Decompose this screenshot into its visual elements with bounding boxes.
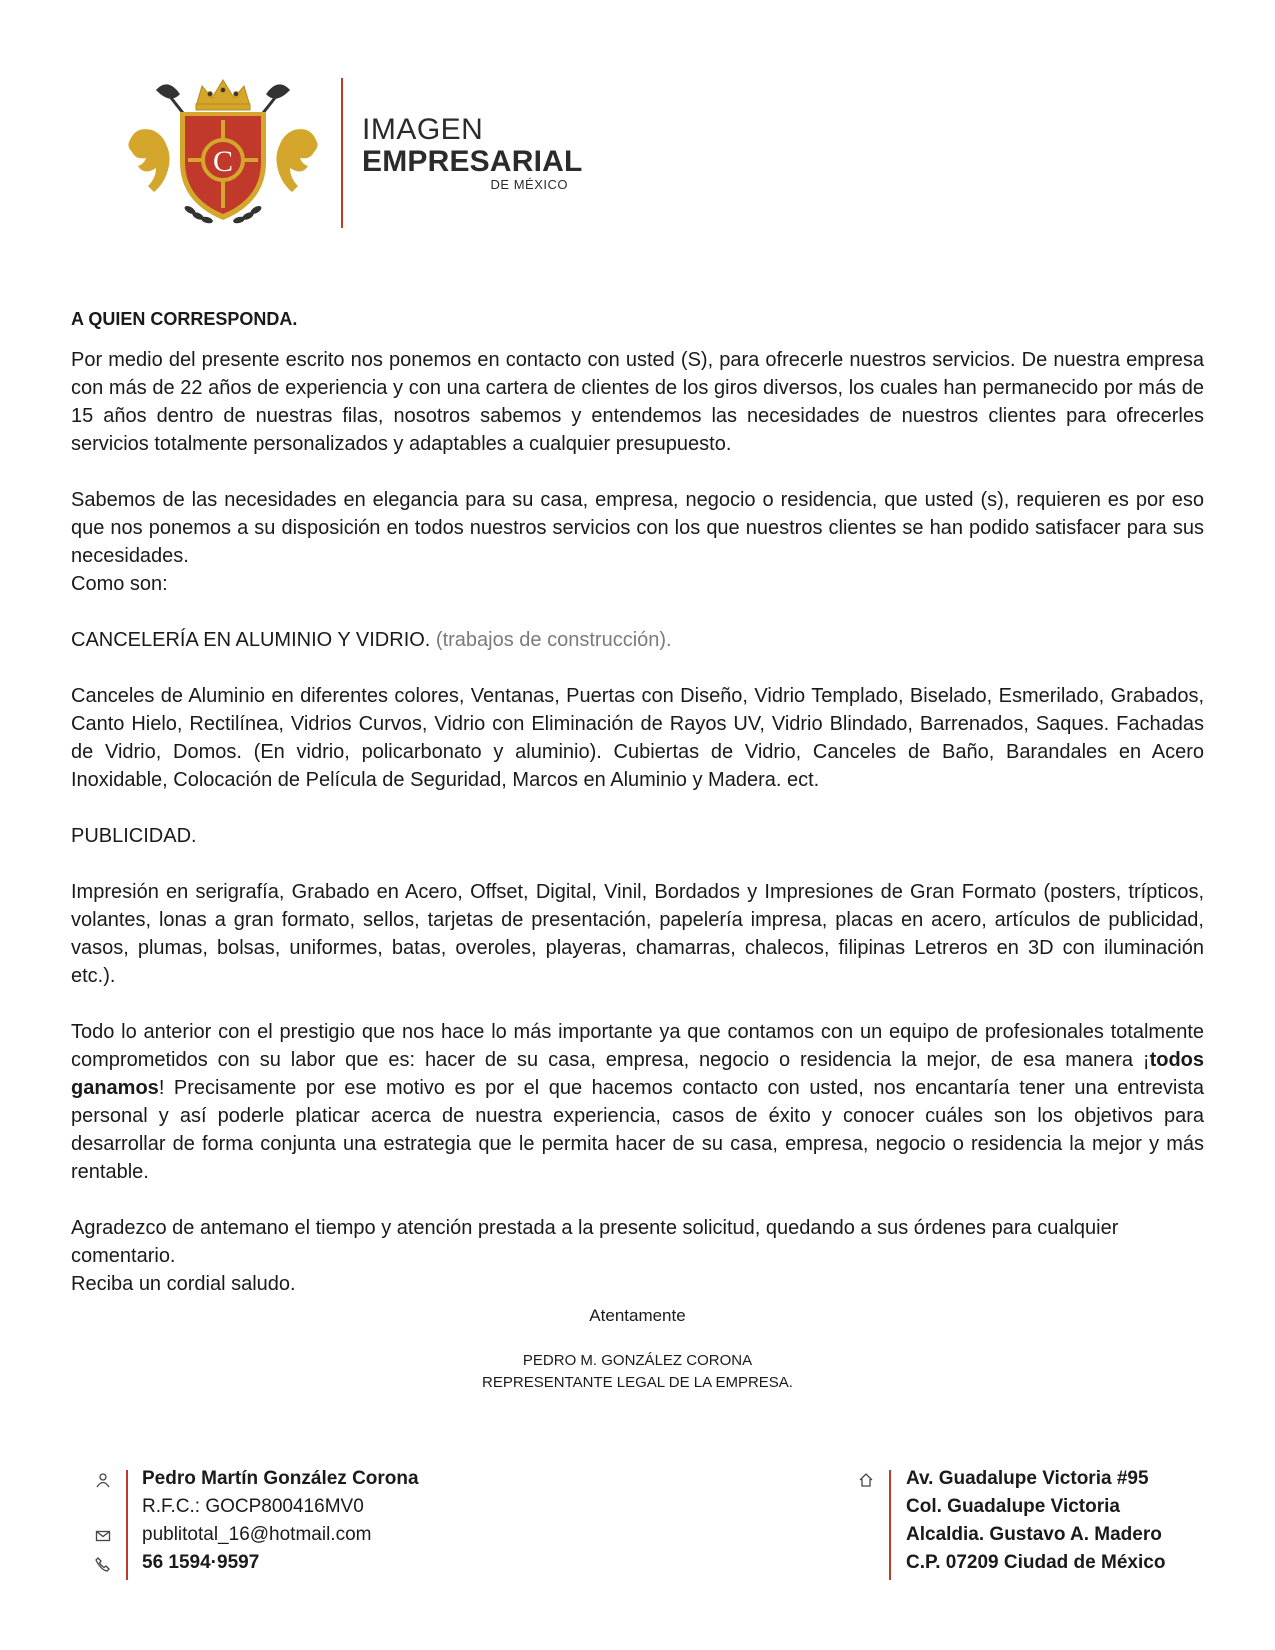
logo-letter: C bbox=[212, 145, 234, 178]
section-canceleria-heading bbox=[71, 626, 1204, 654]
footer-phone[interactable]: 56 1594·9597 bbox=[142, 1552, 260, 1573]
letter-body bbox=[71, 308, 1204, 1298]
footer-rfc: R.F.C.: GOCP800416MV0 bbox=[142, 1496, 364, 1517]
footer-address-line-3: Alcaldia. Gustavo A. Madero bbox=[906, 1524, 1162, 1545]
brand-line-2: EMPRESARIAL bbox=[362, 145, 583, 178]
footer-contact-name: Pedro Martín González Corona bbox=[142, 1468, 419, 1489]
signer-role: REPRESENTANTE LEGAL DE LA EMPRESA. bbox=[482, 1374, 793, 1391]
footer-address-line-4: C.P. 07209 Ciudad de México bbox=[906, 1552, 1166, 1573]
paragraph-agradezco: Agradezco de antemano el tiempo y atención prestada a la presente solicitud, quedando a sus órdenes para cualquier comentario. bbox=[71, 1217, 1119, 1267]
footer-address-line-2: Col. Guadalupe Victoria bbox=[906, 1496, 1120, 1517]
paragraph-publicidad: Impresión en serigrafía, Grabado en Acero, Offset, Digital, Vinil, Bordados y Impresiones de Gran Formato (posters, trípticos, volantes, lonas a gran formato, sellos, tarjetas de presentación, papelería impresa, placas en acero, artículos de publicidad, vasos, plumas, bolsas, uniformes, batas, overoles, playeras, chamarras, chalecos, filipinas Letreros en 3D con iluminación etc.). bbox=[71, 881, 1204, 987]
paragraph-como-son: Como son: bbox=[71, 573, 168, 595]
paragraph-prestigio bbox=[71, 1018, 1204, 1186]
footer-right-divider bbox=[889, 1470, 891, 1580]
mail-icon bbox=[95, 1528, 111, 1544]
prestigio-bold: todos ganamos bbox=[71, 1049, 1204, 1099]
section-canceleria-title: CANCELERÍA EN ALUMINIO Y VIDRIO. bbox=[71, 629, 431, 651]
company-crest-logo bbox=[118, 72, 328, 232]
paragraph-intro: Por medio del presente escrito nos ponemos en contacto con usted (S), para ofrecerle nuestros servicios. De nuestra empresa con más de 22 años de experiencia y con una cartera de clientes de los giros diversos, los cuales han permanecido por más de 15 años dentro de nuestras filas, nosotros sabemos y entendemos las necesidades de nuestros clientes para ofrecerles servicios totalmente personalizados y adaptables a cualquier presupuesto. bbox=[71, 349, 1204, 455]
prestigio-text-b: ! Precisamente por ese motivo es por el que hacemos contacto con usted, nos encantaría tener una entrevista personal y así poderle platicar acerca de nuestra experiencia, casos de éxito y conocer cuáles son los objetivos para desarrollar de forma conjunta una estrategia que le permita hacer de su casa, empresa, negocio o residencia la mejor y más rentable. bbox=[71, 1077, 1204, 1183]
company-wordmark bbox=[362, 114, 583, 192]
footer-contact bbox=[142, 1465, 419, 1577]
brand-line-3: DE MÉXICO bbox=[490, 177, 568, 192]
footer-address-line-1: Av. Guadalupe Victoria #95 bbox=[906, 1468, 1149, 1489]
paragraph-saludo: Reciba un cordial saludo. bbox=[71, 1273, 296, 1295]
letterhead-divider bbox=[341, 78, 343, 228]
section-publicidad-heading: PUBLICIDAD. bbox=[71, 825, 197, 847]
prestigio-text-a: Todo lo anterior con el prestigio que nos hace lo más importante ya que contamos con un equipo de profesionales totalmente comprometidos con su labor que es: hacer de su casa, empresa, negocio o residencia la mejor, de esa manera ¡ bbox=[71, 1021, 1204, 1071]
crown bbox=[196, 80, 250, 110]
section-canceleria-note: (trabajos de construcción). bbox=[430, 629, 672, 651]
brand-line-1: IMAGEN bbox=[362, 113, 484, 146]
paragraph-needs: Sabemos de las necesidades en elegancia para su casa, empresa, negocio o residencia, que usted (s), requieren es por eso que nos ponemos a su disposición en todos nuestros servicios con los que nuestros clientes se han podido satisfacer para sus necesidades. bbox=[71, 489, 1204, 567]
person-icon bbox=[95, 1472, 111, 1488]
home-icon bbox=[858, 1472, 874, 1488]
footer-left-divider bbox=[126, 1470, 128, 1580]
salutation: A QUIEN CORRESPONDA. bbox=[71, 309, 298, 329]
signer-name: PEDRO M. GONZÁLEZ CORONA bbox=[522, 1352, 753, 1369]
paragraph-canceleria: Canceles de Aluminio en diferentes colores, Ventanas, Puertas con Diseño, Vidrio Templado, Biselado, Esmerilado, Grabados, Canto Hielo, Rectilínea, Vidrios Curvos, Vidrio con Eliminación de Rayos UV, Vidrio Blindado, Barrenados, Saques. Fachadas de Vidrio, Domos. (En vidrio, policarbonato y aluminio). Cubiertas de Vidrio, Canceles de Baño, Barandales en Acero Inoxidable, Colocación de Película de Seguridad, Marcos en Aluminio y Madera. ect. bbox=[71, 685, 1204, 791]
closing: Atentamente bbox=[589, 1306, 686, 1325]
footer-email[interactable]: publitotal_16@hotmail.com bbox=[142, 1524, 372, 1545]
phone-icon bbox=[95, 1556, 111, 1572]
footer-address bbox=[906, 1465, 1165, 1577]
